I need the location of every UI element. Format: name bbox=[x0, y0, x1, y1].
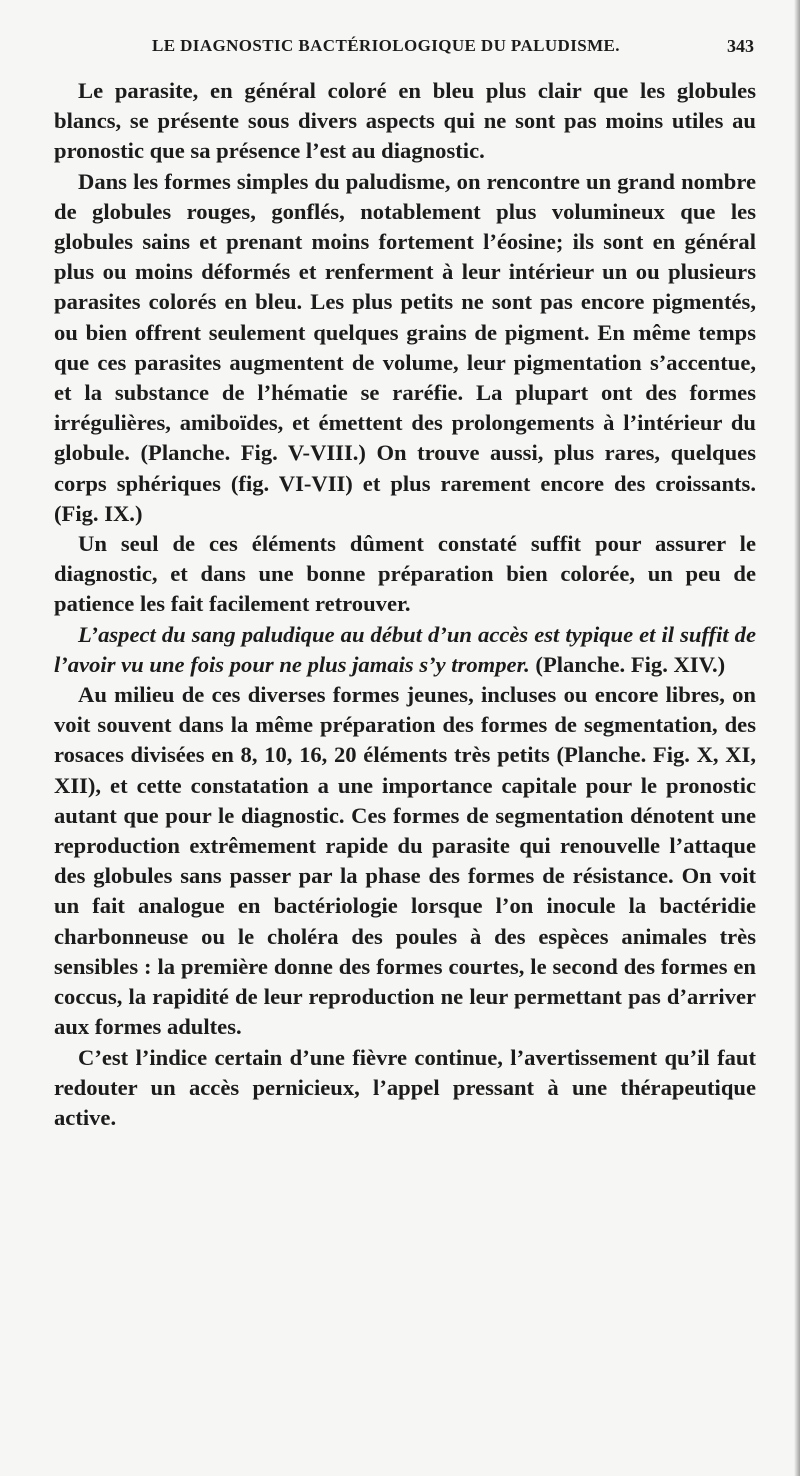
paragraph-4-italic: L’aspect du sang paludique au début d’un accès est typique et il suffit de l’avoir vu une fois pour ne plus jamais s’y tromper. bbox=[54, 621, 756, 677]
paragraph-1: Le parasite, en général coloré en bleu plus clair que les globules blancs, se présente sous divers aspects qui ne sont pas moins utiles au pronostic que sa présence l’est au diagnostic. bbox=[54, 78, 756, 164]
body-text bbox=[54, 76, 756, 1133]
running-head bbox=[54, 36, 754, 66]
paragraph-5: Au milieu de ces diverses formes jeunes, incluses ou encore libres, on voit souvent dans la même préparation des formes de segmentation, des rosaces divisées en 8, 10, 16, 20 éléments très petits (Planche. Fig. X, XI, XII), et cette constatation a une importance capitale pour le pronostic autant que pour le diagnostic. Ces formes de segmentation dénotent une reproduction extrêmement rapide du parasite qui renouvelle l’attaque des globules sans passer par la phase des formes de résistance. On voit un fait analogue en bactériologie lorsque l’on inocule la bactéridie charbonneuse ou le choléra des poules à des espèces animales très sensibles : la première donne des formes courtes, le second des formes en coccus, la rapidité de leur reproduction ne leur permettant pas d’arriver aux formes adultes. bbox=[54, 682, 756, 1040]
paragraph-6: C’est l’indice certain d’une fièvre continue, l’avertissement qu’il faut redouter un accès pernicieux, l’appel pressant à une thérapeutique active. bbox=[54, 1044, 756, 1130]
paragraph-4-figure-ref: (Planche. Fig. XIV.) bbox=[529, 651, 726, 677]
paragraph-3: Un seul de ces éléments dûment constaté suffit pour assurer le diagnostic, et dans une bonne préparation bien colorée, un peu de patience les fait facilement retrouver. bbox=[54, 531, 756, 617]
running-title: LE DIAGNOSTIC BACTÉRIOLOGIQUE DU PALUDISME. bbox=[152, 36, 620, 55]
scan-edge-shadow bbox=[794, 0, 800, 1476]
paragraph-2: Dans les formes simples du paludisme, on rencontre un grand nombre de globules rouges, gonflés, notablement plus volumineux que les globules sains et prenant moins fortement l’éosine; ils sont en général plus ou moins déformés et renferment à leur intérieur un ou plusieurs parasites colorés en bleu. Les plus petits ne sont pas encore pigmentés, ou bien offrent seulement quelques grains de pigment. En même temps que ces parasites augmentent de volume, leur pigmentation s’accentue, et la substance de l’hématie se raréfie. La plupart ont des formes irrégulières, amiboïdes, et émettent des prolongements à l’intérieur du globule. (Planche. Fig. V-VIII.) On trouve aussi, plus rares, quelques corps sphériques (fig. VI-VII) et plus rarement encore des croissants. (Fig. IX.) bbox=[54, 168, 756, 526]
paragraph-4 bbox=[54, 620, 756, 680]
page-number: 343 bbox=[727, 36, 754, 56]
